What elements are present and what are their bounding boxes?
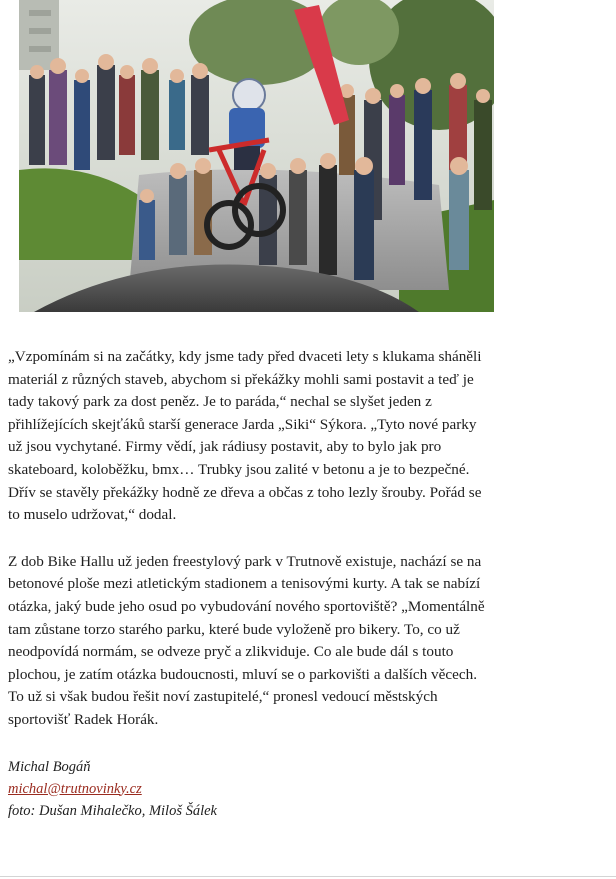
- article-body: [8, 346, 488, 822]
- article-photo: [19, 0, 494, 312]
- bmx-rider-photo: [19, 0, 494, 312]
- article-paragraph: „Vzpomínám si na začátky, kdy jsme tady před dvaceti lety s klukama sháněli materiál z různých staveb, abychom si překážky mohli sami postavit a teď je tady takový park za dost peněz. Je to paráda,“ nechal se slyšet jeden z přihlížejících skejťáků starší generace Jarda „Siki“ Sýkora. „Tyto nové parky už jsou vychytané. Firmy vědí, jak rádiusy postavit, aby to bylo jak pro skateboard, koloběžku, bmx… Trubky jsou zalité v betonu a je to bezpečné. Dřív se stavěly překážky hodně ze dřeva a občas z toho lezly šrouby. Pořád se to muselo udržovat,“ dodal.: [8, 348, 482, 524]
- photo-credit: foto: Dušan Mihalečko, Miloš Šálek: [8, 802, 217, 819]
- byline: [8, 756, 488, 822]
- author-email-link[interactable]: michal@trutnovinky.cz: [8, 780, 142, 797]
- author-name: Michal Bogáň: [8, 758, 91, 775]
- article-paragraph: Z dob Bike Hallu už jeden freestylový park v Trutnově existuje, nachází se na betonové ploše mezi atletickým stadionem a tenisovými kurty. A tak se nabízí otázka, jaký bude jeho osud po vybudování nového sportoviště? „Momentálně tam zůstane torzo starého parku, které bude vyloženě pro bikery. To, co už neodpovídá normám, se odveze pryč a zlikviduje. Co ale bude dál s touto plochou, je zatím otázka budoucnosti, mluví se o parkovišti a dalších věcech. To už si však budou řešit noví zastupitelé,“ pronesl vedoucí městských sportovišť Radek Horák.: [8, 552, 485, 728]
- divider: [0, 876, 616, 877]
